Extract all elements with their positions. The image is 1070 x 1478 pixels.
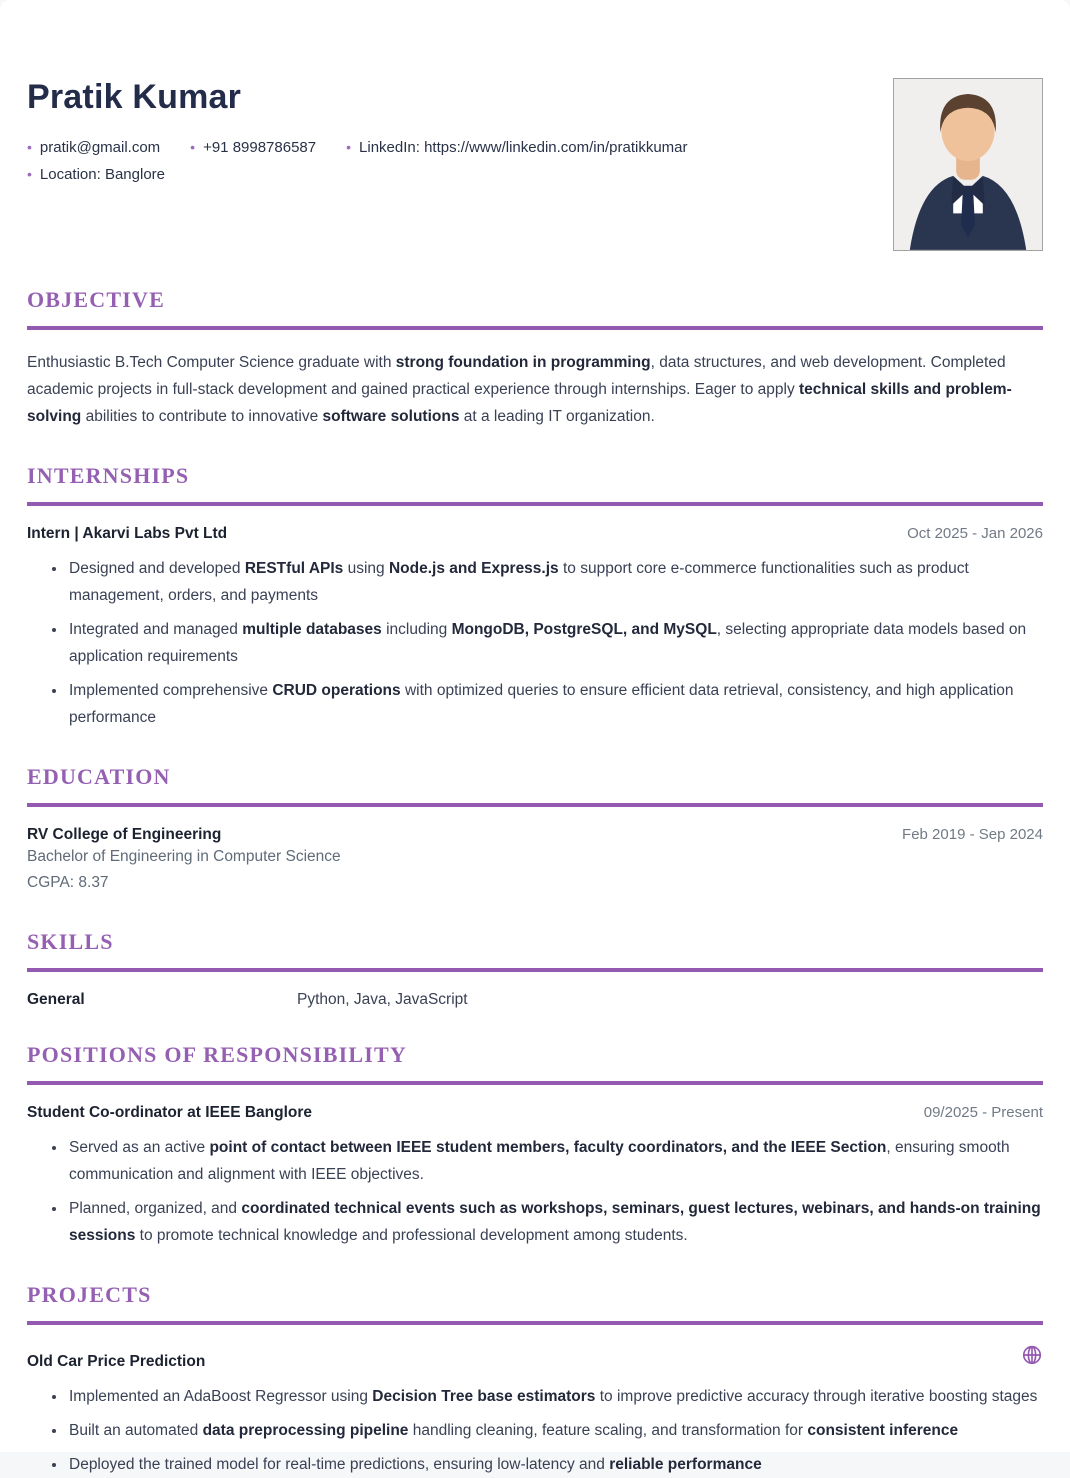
person-name: Pratik Kumar <box>27 78 242 116</box>
text: , selecting appropriate data models based on application requirements <box>69 621 1027 665</box>
text: using <box>343 560 389 577</box>
contact-phone <box>190 139 316 156</box>
bullet-dot-icon: • <box>27 166 32 182</box>
education-gpa: CGPA: 8.37 <box>27 874 109 891</box>
text: to promote technical knowledge and professional development among students. <box>135 1227 688 1244</box>
bold-text: software solutions <box>322 408 460 425</box>
bullet-dot-icon: • <box>190 139 196 155</box>
bullet-dot-icon: • <box>27 139 32 155</box>
section-rule <box>27 1081 1043 1085</box>
text: including <box>381 621 452 638</box>
section-rule <box>27 1321 1043 1325</box>
contact-phone-text: +91 8998786587 <box>203 139 317 156</box>
text: Served as an active <box>69 1139 210 1156</box>
position-entry-head <box>27 1104 1043 1122</box>
position-title: Student Co-ordinator at IEEE Banglore <box>27 1104 313 1121</box>
section-title-education: EDUCATION <box>27 764 171 789</box>
text: Designed and developed <box>69 560 245 577</box>
bullet-item <box>67 1134 1043 1188</box>
text: to improve predictive accuracy through iterative boosting stages <box>595 1388 1038 1405</box>
contact-row-1 <box>27 139 688 156</box>
education-entry-head <box>27 826 1043 844</box>
contact-linkedin-text: LinkedIn: https://www/linkedin.com/in/pratikkumar <box>359 139 688 156</box>
text: with optimized queries to ensure efficient data retrieval, consistency, and high application performance <box>69 682 1014 726</box>
skills-values: Python, Java, JavaScript <box>297 991 468 1008</box>
bullet-item <box>67 1195 1043 1249</box>
section-title-projects: PROJECTS <box>27 1282 152 1307</box>
text: Implemented an AdaBoost Regressor using <box>69 1388 373 1405</box>
section-rule <box>27 502 1043 506</box>
contact-email <box>27 139 160 156</box>
section-rule <box>27 803 1043 807</box>
education-date: Feb 2019 - Sep 2024 <box>902 826 1043 843</box>
text: Built an automated <box>69 1422 203 1439</box>
bold-text: Node.js and Express.js <box>388 560 559 577</box>
globe-icon[interactable] <box>1021 1344 1043 1366</box>
contact-location-text: Location: Banglore <box>39 166 165 183</box>
bold-text: CRUD operations <box>272 682 401 699</box>
bold-text: consistent inference <box>807 1422 959 1439</box>
text: abilities to contribute to innovative <box>81 408 323 425</box>
internship-date: Oct 2025 - Jan 2026 <box>907 525 1043 542</box>
bold-text: technical skills and problem-solving <box>27 381 1012 425</box>
text: , ensuring smooth communication and alignment with IEEE objectives. <box>69 1139 1010 1183</box>
bold-text: Decision Tree base estimators <box>372 1388 596 1405</box>
section-positions <box>27 1042 1043 1249</box>
bold-text: RESTful APIs <box>244 560 344 577</box>
bullet-item <box>67 555 1043 609</box>
bullet-item <box>67 1451 1043 1478</box>
internship-bullet-list <box>27 555 1043 731</box>
section-title-skills: SKILLS <box>27 929 114 954</box>
bullet-item <box>67 1417 1043 1444</box>
bold-text: reliable performance <box>609 1456 762 1473</box>
position-bullet-list <box>27 1134 1043 1249</box>
contact-row-2 <box>27 166 688 183</box>
avatar <box>894 79 1042 250</box>
contact-linkedin[interactable] <box>346 139 687 156</box>
section-skills <box>27 929 1043 1009</box>
objective-paragraph <box>27 349 1043 430</box>
bullet-item <box>67 677 1043 731</box>
bold-text: MongoDB, PostgreSQL, and MySQL <box>451 621 717 638</box>
section-projects <box>27 1282 1043 1478</box>
text: Planned, organized, and <box>69 1200 242 1217</box>
text: to support core e-commerce functionalities such as product management, orders, and payments <box>69 560 969 604</box>
section-title-positions: POSITIONS OF RESPONSIBILITY <box>27 1042 408 1067</box>
contact-email-text: pratik@gmail.com <box>39 139 161 156</box>
profile-photo <box>893 78 1043 251</box>
education-school: RV College of Engineering <box>27 826 222 843</box>
skills-row <box>27 991 1043 1009</box>
project-entry-head <box>27 1344 1043 1371</box>
bullet-item <box>67 616 1043 670</box>
contact-location <box>27 166 165 183</box>
project-title: Old Car Price Prediction <box>27 1353 206 1370</box>
text: Deployed the trained model for real-time predictions, ensuring low-latency and <box>69 1456 610 1473</box>
internship-title: Intern | Akarvi Labs Pvt Ltd <box>27 525 228 542</box>
bold-text: strong foundation in programming <box>395 354 651 371</box>
bullet-dot-icon: • <box>346 139 352 155</box>
bold-text: coordinated technical events such as workshops, seminars, guest lectures, webinars, and hands-on training sessions <box>69 1200 1041 1244</box>
section-rule <box>27 968 1043 972</box>
text: Implemented comprehensive <box>69 682 273 699</box>
bold-text: multiple databases <box>242 621 382 638</box>
section-rule <box>27 326 1043 330</box>
bold-text: data preprocessing pipeline <box>202 1422 409 1439</box>
section-education <box>27 764 1043 896</box>
header-left <box>27 78 688 193</box>
section-title-objective: OBJECTIVE <box>27 287 165 312</box>
skills-category: General <box>27 991 85 1008</box>
text: handling cleaning, feature scaling, and transformation for <box>408 1422 808 1439</box>
section-title-internships: INTERNSHIPS <box>27 463 190 488</box>
section-objective <box>27 287 1043 430</box>
internship-entry-head <box>27 525 1043 543</box>
bold-text: point of contact between IEEE student members, faculty coordinators, and the IEEE Section <box>209 1139 887 1156</box>
text: , data structures, and web development. Completed academic projects in full-stack development and gained practical experience through internships. Eager to apply <box>27 354 1006 398</box>
header <box>27 78 1043 254</box>
position-date: 09/2025 - Present <box>923 1104 1043 1121</box>
text: at a leading IT organization. <box>459 408 655 425</box>
text: Integrated and managed <box>69 621 243 638</box>
text: Enthusiastic B.Tech Computer Science graduate with <box>27 354 396 371</box>
bullet-item <box>67 1383 1043 1410</box>
education-degree: Bachelor of Engineering in Computer Science <box>27 848 341 865</box>
section-internships <box>27 463 1043 731</box>
project-bullet-list <box>27 1383 1043 1478</box>
